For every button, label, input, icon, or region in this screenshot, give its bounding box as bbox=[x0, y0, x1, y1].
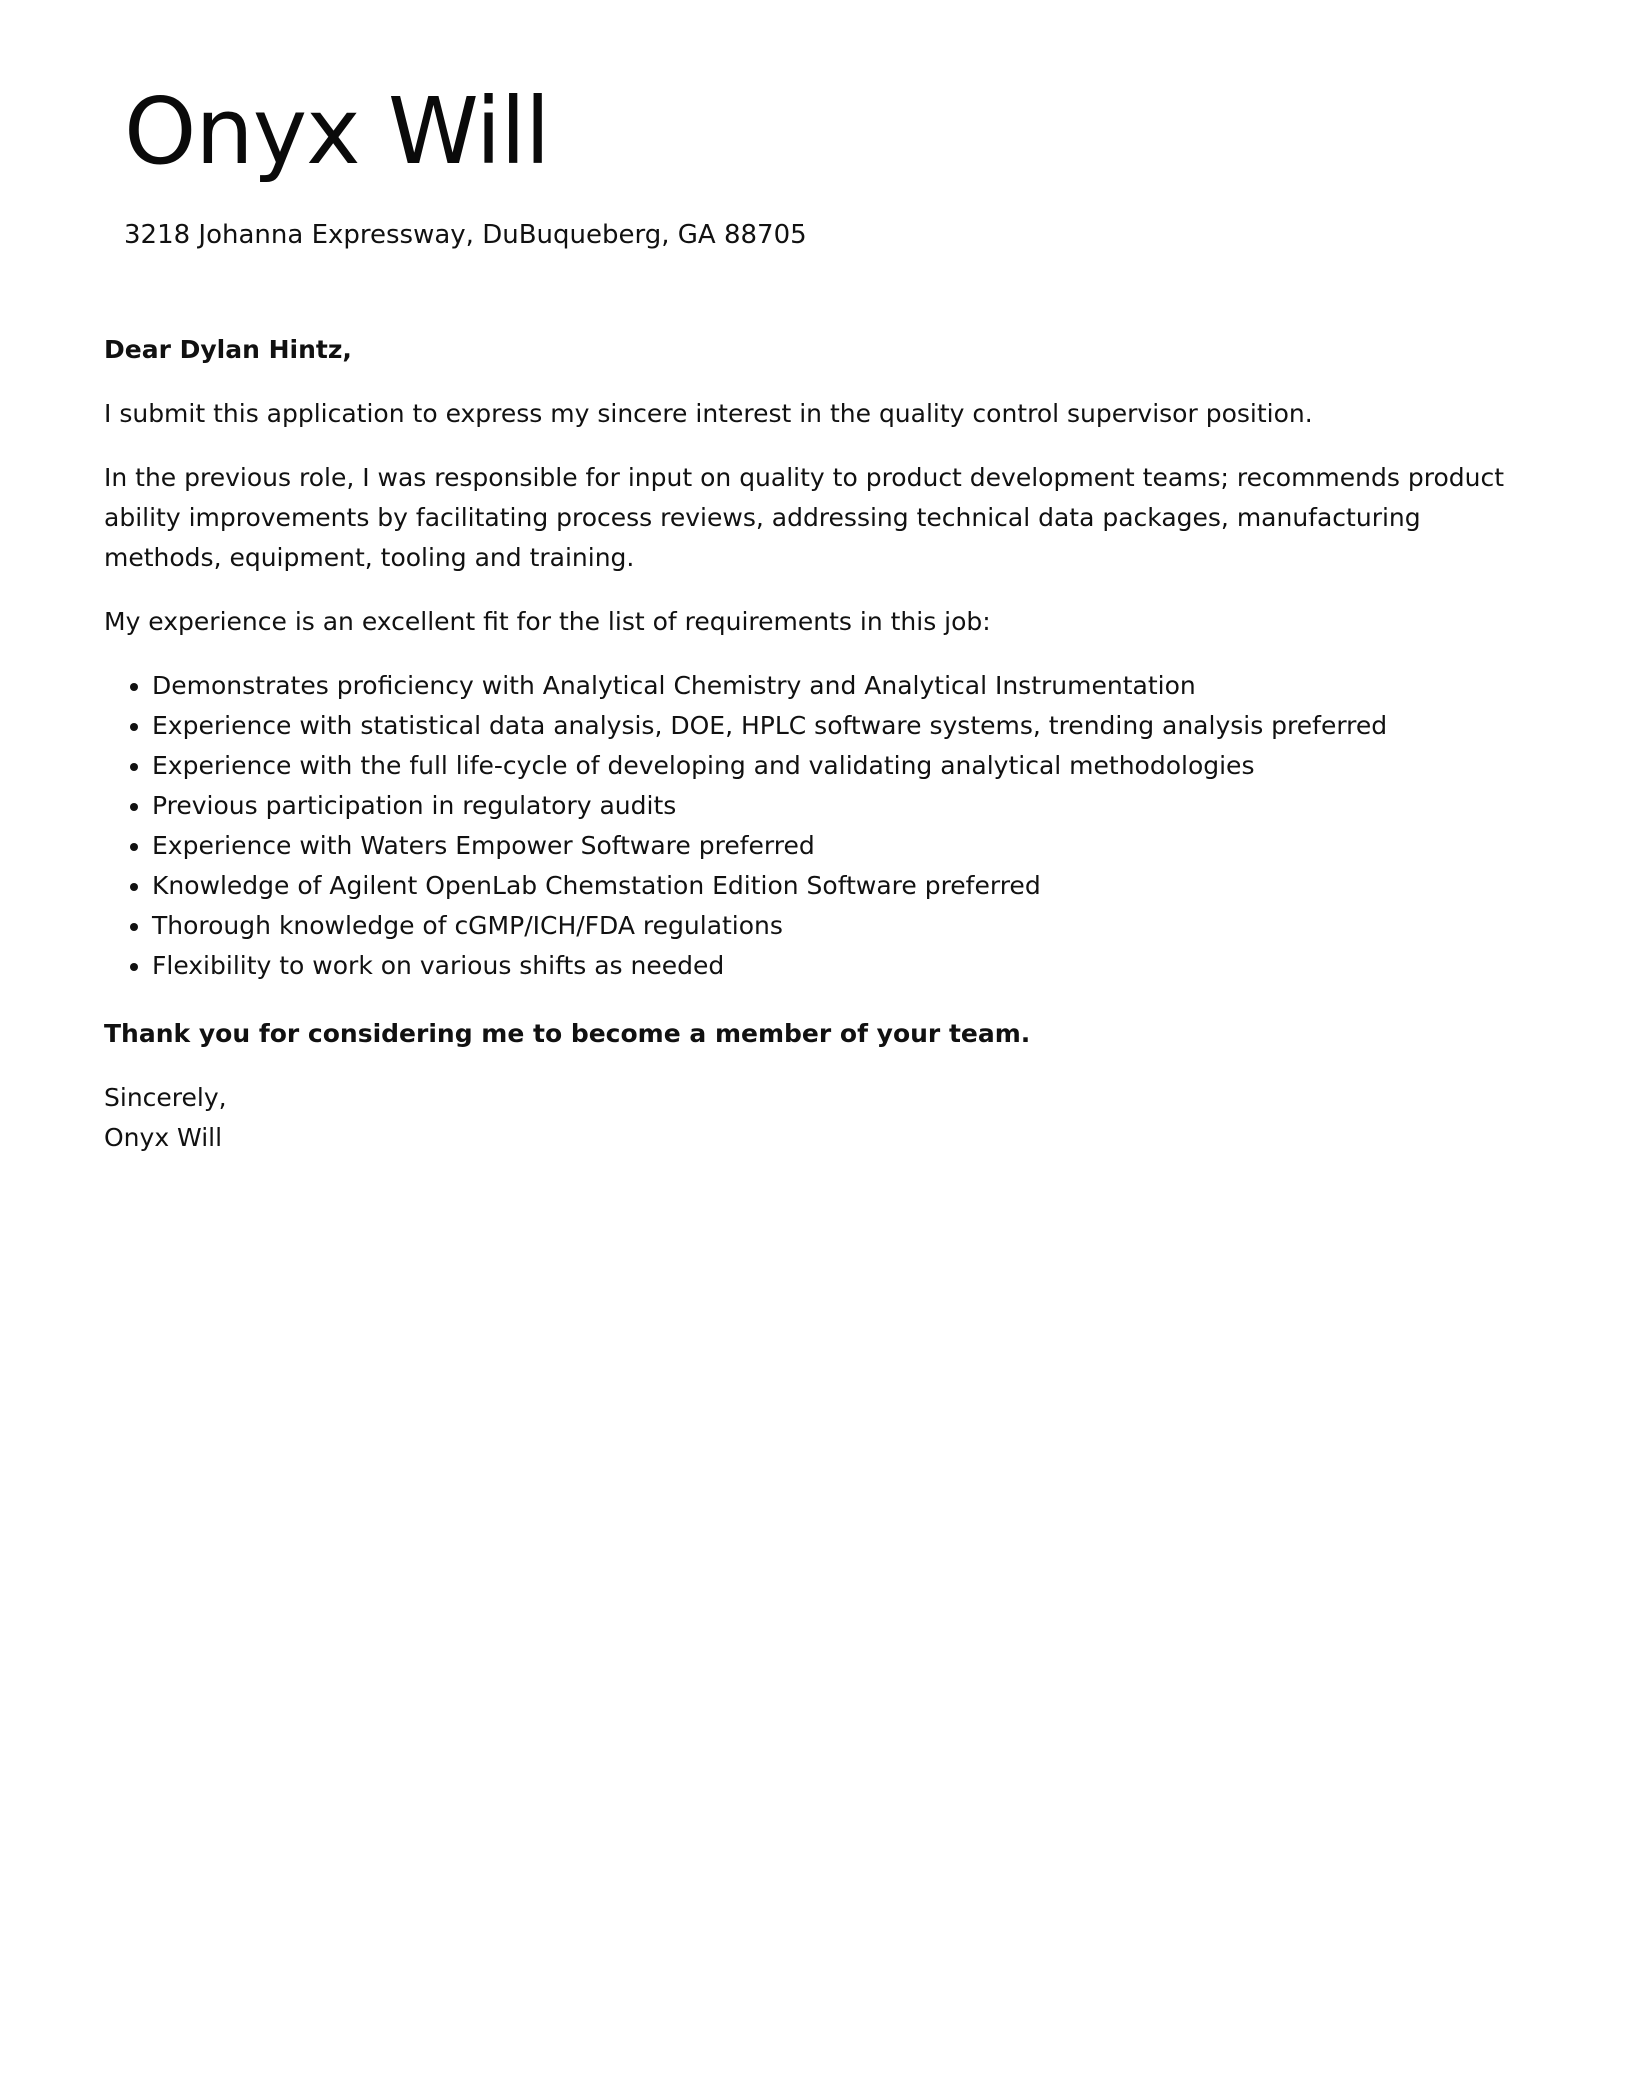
signature-name: Onyx Will bbox=[104, 1123, 223, 1152]
list-item: • Knowledge of Agilent OpenLab Chemstation Edition Software preferred bbox=[152, 866, 1524, 906]
intro-paragraph: I submit this application to express my sincere interest in the quality control supervisor position. bbox=[104, 399, 1313, 428]
previous-role-paragraph: In the previous role, I was responsible for input on quality to product development teams; recommends product ability improvements by facilitating process reviews, addressing technical data packages, manufacturing methods, equipment, tooling and training. bbox=[104, 463, 1504, 572]
list-item: • Flexibility to work on various shifts as needed bbox=[152, 946, 1524, 986]
fit-statement: My experience is an excellent fit for the list of requirements in this job: bbox=[104, 607, 991, 636]
list-item: • Experience with statistical data analysis, DOE, HPLC software systems, trending analysis preferred bbox=[152, 706, 1524, 746]
list-item: • Demonstrates proficiency with Analytical Chemistry and Analytical Instrumentation bbox=[152, 666, 1524, 706]
closing-statement: Thank you for considering me to become a member of your team. bbox=[104, 1019, 1031, 1048]
letter-header bbox=[124, 72, 807, 252]
letter-body bbox=[104, 330, 1524, 1158]
requirements-list bbox=[104, 666, 1524, 986]
list-item: • Experience with the full life-cycle of developing and validating analytical methodologies bbox=[152, 746, 1524, 786]
applicant-address: 3218 Johanna Expressway, DuBuqueberg, GA 88705 bbox=[124, 220, 807, 250]
signoff: Sincerely, bbox=[104, 1083, 227, 1112]
applicant-name: Onyx Will bbox=[124, 78, 550, 185]
list-item: • Experience with Waters Empower Software preferred bbox=[152, 826, 1524, 866]
list-item: • Thorough knowledge of cGMP/ICH/FDA regulations bbox=[152, 906, 1524, 946]
greeting: Dear Dylan Hintz, bbox=[104, 335, 352, 364]
list-item: • Previous participation in regulatory audits bbox=[152, 786, 1524, 826]
